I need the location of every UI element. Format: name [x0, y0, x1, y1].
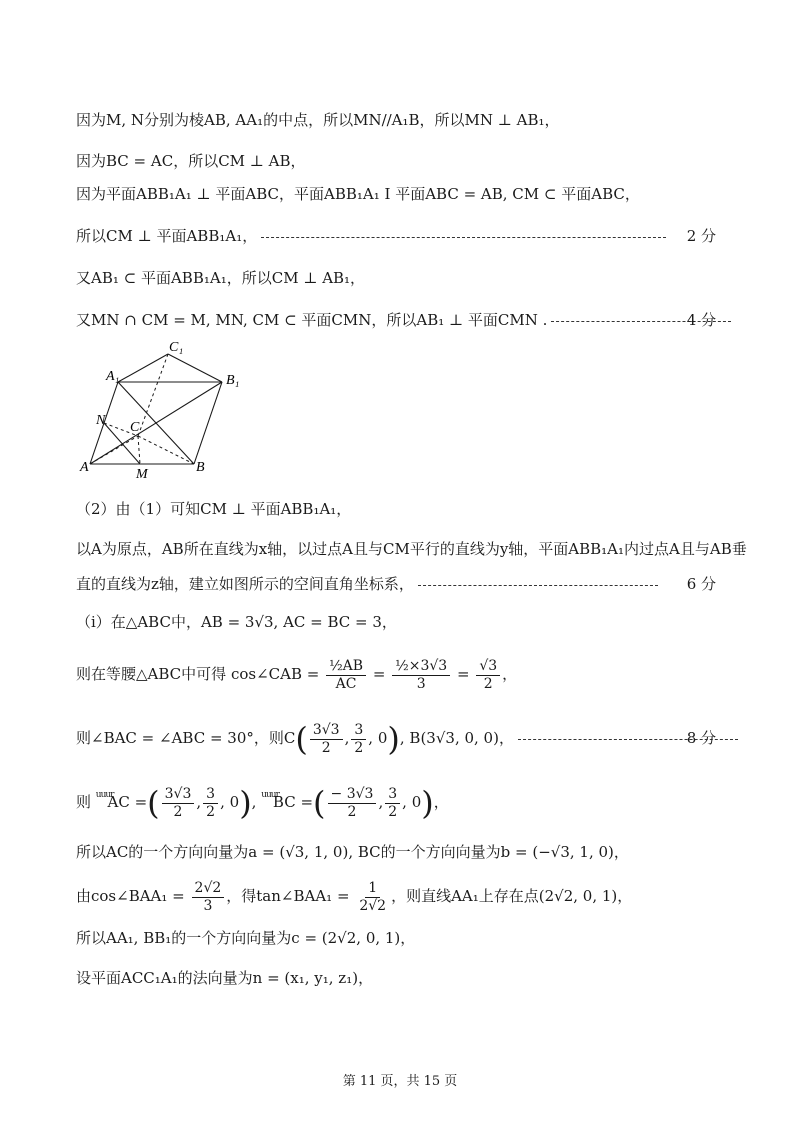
fraction-denominator: 2 — [173, 803, 183, 820]
hidden-a-c — [90, 436, 138, 464]
fraction-denominator: AC — [335, 675, 357, 692]
fraction-numerator: 3√3 — [310, 722, 343, 740]
fraction-denominator: 2 — [388, 803, 398, 820]
score-8: 8 分 — [686, 729, 716, 747]
label-c: C — [130, 420, 140, 435]
text-line-5: 又AB₁ ⊂ 平面ABB₁A₁，所以CM ⊥ AB₁， — [76, 269, 366, 287]
cos-cab-label: cos∠CAB = — [230, 665, 320, 683]
text-line-6 — [76, 308, 735, 332]
fraction-numerator: 2√2 — [192, 880, 225, 898]
vector-ac-label: AC = — [107, 793, 148, 811]
label-b: B — [196, 460, 205, 475]
fraction-denominator: 3 — [203, 897, 213, 914]
fraction-numerator: 3√3 — [162, 786, 195, 804]
fraction-bcy — [385, 786, 400, 821]
dashed-leader — [418, 585, 658, 586]
fraction-numerator: √3 — [476, 658, 500, 676]
fraction-numerator: 3 — [351, 722, 366, 740]
hidden-c-b — [138, 436, 194, 464]
fraction-cx — [310, 722, 343, 757]
bcz-tail: , 0 — [402, 793, 422, 811]
text-line-9 — [76, 572, 662, 596]
text-line-13: 则 $^{uuur}$AC =( $\frac{3√3}{2}$ , $\frac{3}{2}$ , 0), $^{uuur}$BC =( $\frac{- 3√3}{2}$ , $\frac{3}{2}$ , 0)， — [76, 784, 449, 822]
paren-open: ( — [313, 784, 326, 822]
point-b: B(3√3, 0, 0)， — [409, 729, 514, 747]
fraction-numerator: 1 — [365, 880, 380, 898]
text-line-17: 设平面ACC₁A₁的法向量为n = (x₁, y₁, z₁)， — [76, 969, 374, 987]
score-2: 2 分 — [686, 227, 716, 245]
text-line-15-tail: ，则直线AA₁上存在点(2√2, 0, 1)， — [391, 887, 633, 905]
vector-bc-label: BC = — [272, 793, 314, 811]
score-6: 6 分 — [686, 575, 716, 593]
prism-figure — [70, 340, 260, 485]
score-4: 4 分 — [686, 311, 716, 329]
fraction-denominator: 2 — [321, 739, 331, 756]
vector-arrow-icon: uuur — [95, 790, 114, 800]
text-line-8: 以A为原点，AB所在直线为x轴，以过点A且与CM平行的直线为y轴，平面ABB₁A₁内过点A且与AB垂 — [76, 540, 747, 558]
text-line-16: 所以AA₁, BB₁的一个方向向量为c = (2√2, 0, 1)， — [76, 929, 416, 947]
fraction-numerator: 3 — [203, 786, 218, 804]
fraction-numerator: − 3√3 — [328, 786, 377, 804]
text-line-7: （2）由（1）可知CM ⊥ 平面ABB₁A₁， — [76, 500, 352, 518]
paren-close: ) — [387, 720, 400, 758]
text-line-3: 因为平面ABB₁A₁ ⊥ 平面ABC，平面ABB₁A₁ I 平面ABC = AB, CM ⊂ 平面ABC， — [76, 185, 640, 203]
edge-b1-b — [194, 382, 222, 464]
text-line-11-prefix: 则在等腰△ABC中可得 — [76, 665, 227, 683]
text-line-15-mid: ，得tan∠BAA₁ = — [226, 887, 350, 905]
fraction-denominator: 2 — [347, 803, 357, 820]
text-line-4-content: 所以CM ⊥ 平面ABB₁A₁， — [76, 227, 258, 245]
paren-open: ( — [147, 784, 160, 822]
fraction-numerator: 3 — [385, 786, 400, 804]
fraction-denominator: 2 — [483, 675, 493, 692]
fraction-denominator: 2 — [354, 739, 364, 756]
fraction-half-ab-over-ac — [326, 658, 366, 693]
fraction-value-substituted — [392, 658, 450, 693]
hidden-c1-c — [138, 354, 168, 436]
fraction-denominator: 2√2 — [359, 897, 387, 914]
label-a: A — [80, 460, 89, 475]
text-line-9-content: 直的直线为z轴，建立如图所示的空间直角坐标系， — [76, 575, 414, 593]
fraction-numerator: ½AB — [326, 658, 366, 676]
fraction-acy — [203, 786, 218, 821]
text-line-4 — [76, 224, 670, 248]
text-line-14: 所以AC的一个方向向量为a = (√3, 1, 0), BC的一个方向向量为b = (−√3, 1, 0)， — [76, 843, 629, 861]
text-line-12-prefix: 则∠BAC = ∠ABC = 30°，则C — [76, 729, 296, 747]
fraction-result — [476, 658, 500, 693]
text-line-15-prefix: 由cos∠BAA₁ = — [76, 887, 185, 905]
text-line-6-content: 又MN ∩ CM = M, MN, CM ⊂ 平面CMN，所以AB₁ ⊥ 平面CMN . — [76, 311, 548, 329]
fraction-cy — [351, 722, 366, 757]
label-n: N — [96, 413, 106, 428]
label-m: M — [136, 467, 148, 482]
text-line-2: 因为BC = AC，所以CM ⊥ AB， — [76, 152, 306, 170]
fraction-denominator: 2 — [206, 803, 216, 820]
cz-tail: , 0 — [368, 729, 388, 747]
label-c1: C₁ — [169, 340, 184, 355]
fraction-tan-baa1 — [356, 880, 389, 915]
fraction-bcx — [328, 786, 377, 821]
fraction-denominator: 3 — [416, 675, 426, 692]
text-line-15 — [76, 876, 632, 916]
paren-open: ( — [295, 720, 308, 758]
hidden-c-m — [138, 436, 140, 464]
fraction-cos-baa1 — [192, 880, 225, 915]
text-line-1: 因为M, N分别为棱AB, AA₁的中点，所以MN//A₁B，所以MN ⊥ AB₁， — [76, 111, 560, 129]
fraction-numerator: ½×3√3 — [392, 658, 450, 676]
fraction-acx — [162, 786, 195, 821]
paren-close: ) — [239, 784, 252, 822]
edge-c1-b1 — [168, 354, 222, 382]
paren-close: ) — [421, 784, 434, 822]
edge-a1-c1 — [118, 354, 168, 382]
label-a1: A₁ — [106, 369, 120, 384]
text-line-13-prefix: 则 — [76, 793, 92, 811]
text-line-12: 则∠BAC = ∠ABC = 30°，则C( $\frac{3√3}{2}$ , $\frac{3}{2}$ , 0), B(3√3, 0, 0)， — [76, 718, 742, 758]
text-line-11: 则在等腰△ABC中可得 cos∠CAB = $\frac{\text{½AB}}{AC}$ = $\frac{\text{½×3√3}}{3}$ = $\frac{√3}{2}$ ， — [76, 657, 518, 692]
page-footer: 第 11 页，共 15 页 — [342, 1074, 458, 1089]
acz-tail: , 0 — [220, 793, 240, 811]
dashed-leader — [261, 237, 666, 238]
label-b1: B₁ — [226, 373, 240, 388]
text-line-10: （i）在△ABC中，AB = 3√3, AC = BC = 3， — [76, 613, 397, 631]
vector-arrow-icon: uuur — [261, 790, 279, 800]
